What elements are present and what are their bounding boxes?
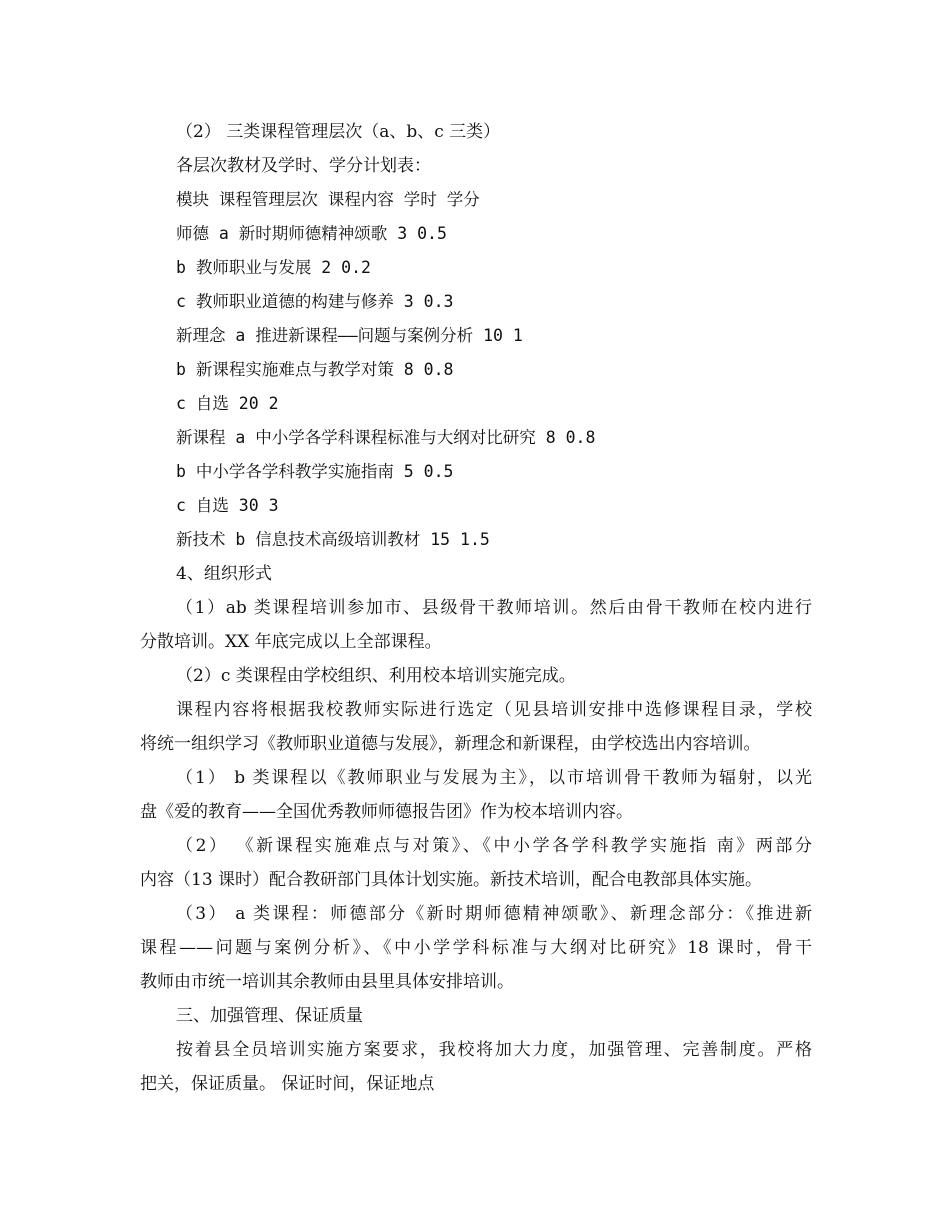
table-row: 新理念 a 推进新课程——问题与案例分析 10 1 [176,326,523,345]
paragraph-line: 把关，保证质量。 保证时间，保证地点 [140,1074,435,1094]
table-row: c 自选 20 2 [176,394,279,413]
paragraph-line: （1） b 类课程以《教师职业与发展为主》，以市培训骨干教师为辐射，以光 [176,768,812,788]
paragraph-line: 将统一组织学习《教师职业道德与发展》，新理念和新课程，由学校选出内容培训。 [140,734,761,754]
section-heading-organization: 4、组织形式 [176,564,272,584]
paragraph-line: 盘《爱的教育——全国优秀教师师德报告团》作为校本培训内容。 [140,802,633,822]
table-row: b 教师职业与发展 2 0.2 [176,258,371,277]
paragraph-line: 内容（13 课时）配合教研部门具体计划实施。新技术培训，配合电教部具体实施。 [140,870,763,890]
paragraph-line: （1）ab 类课程培训参加市、县级骨干教师培训。然后由骨干教师在校内进行 [176,598,812,618]
table-header-row: 模块 课程管理层次 课程内容 学时 学分 [176,190,480,209]
paragraph-line: （3） a 类课程：师德部分《新时期师德精神颂歌》、新理念部分：《推进新 [176,904,812,924]
section-heading-quality: 三、加强管理、保证质量 [176,1006,363,1026]
table-row: b 新课程实施难点与教学对策 8 0.8 [176,360,454,379]
paragraph-line: 教师由市统一培训其余教师由县里具体安排培训。 [140,972,514,992]
table-row: c 教师职业道德的构建与修养 3 0.3 [176,292,454,311]
table-row: 新技术 b 信息技术高级培训教材 15 1.5 [176,530,490,549]
table-caption: 各层次教材及学时、学分计划表： [176,156,431,176]
paragraph-line: （2） 《新课程实施难点与对策》、《中小学各学科教学实施指 南》两部分 [176,836,812,856]
paragraph-line: （2）c 类课程由学校组织、利用校本培训实施完成。 [176,666,576,686]
paragraph-line: 分散培训。XX 年底完成以上全部课程。 [140,632,442,652]
paragraph-line: 课程——问题与案例分析》、《中小学学科标准与大纲对比研究》18 课时，骨干 [140,938,812,958]
paragraph-line: 课程内容将根据我校教师实际进行选定（见县培训安排中选修课程目录，学校 [176,700,812,720]
table-row: 新课程 a 中小学各学科课程标准与大纲对比研究 8 0.8 [176,428,596,447]
table-row: 师德 a 新时期师德精神颂歌 3 0.5 [176,224,447,243]
paragraph-line: 按着县全员培训实施方案要求，我校将加大力度，加强管理、完善制度。严格 [176,1040,812,1060]
table-row: b 中小学各学科教学实施指南 5 0.5 [176,462,454,481]
table-row: c 自选 30 3 [176,496,279,515]
section-heading-management-levels: （2） 三类课程管理层次（a、b、c 三类） [176,122,501,142]
